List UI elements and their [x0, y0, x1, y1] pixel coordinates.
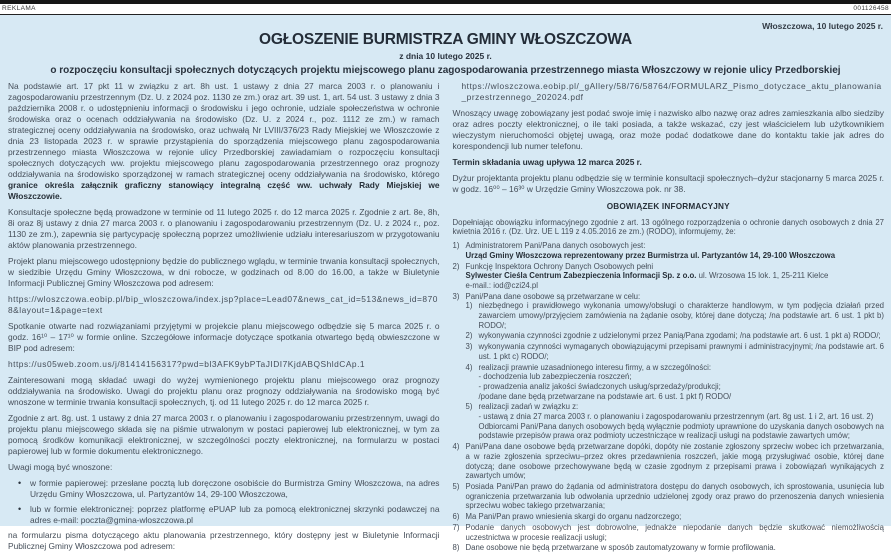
announcement-document	[0, 15, 891, 553]
administrator-name: Urząd Gminy Włoszczowa reprezentowany przez Burmistrza ul. Partyzantów 14, 29-100 Włoszczowa	[465, 250, 836, 260]
item-number: 2)	[452, 261, 460, 271]
rodo-item-1	[453, 241, 885, 260]
item-text: Posiada Pani/Pan prawo do żądania od administratora dostępu do danych osobowych, ich sprostowania, usunięcia lub ograniczenia przetwarzania lub odwołania uprzednio udzielonej zgody oraz prawo do przenoszenia danych wniesienia sprzeciwu wobec takiego przetwarzania;	[465, 481, 884, 511]
masthead-section-label: REKLAMA	[2, 5, 36, 12]
purpose-subitem-4	[466, 363, 885, 402]
rodo-item-5	[453, 482, 885, 511]
rodo-item-3	[453, 292, 885, 442]
bip-plan-url[interactable]: https://wloszczowa.eobip.pl/bip_wloszczowa/index.jsp?place=Lead07&news_cat_id=513&news_id=8708&layout=1&page=text	[8, 294, 438, 315]
form-pdf-url[interactable]: https://wloszczowa.eobip.pl/_gAllery/58/76/58764/FORMULARZ_Pismo_dotyczace_aktu_planowania_przestrzennego_202024.pdf	[461, 81, 882, 102]
left-column	[8, 81, 440, 557]
paragraph-legal-basis	[8, 81, 440, 202]
paragraph-remarks-form: Zgodnie z art. 8g. ust. 1 ustawy z dnia 27 marca 2003 r. o planowaniu i zagospodarowaniu przestrzennym, uwagi do projektu planu miejscowego składa się na piśmie utrwalonym w postaci papierowej lub elektronicznej, w tym za pomocą środków komunikacji elektronicznej, w szczególności poczty elektronicznej, na formularzu w postaci papierowej lub w formie dokumentu elektronicznego.	[8, 413, 440, 456]
rodo-item-6	[453, 512, 885, 522]
paragraph-consultation-period: Konsultacje społeczne będą prowadzone w terminie od 11 lutego 2025 r. do 12 marca 2025 r. Zgodnie z art. 8e, 8h, 8i oraz 8j ustawy z dnia 27 marca 2003 r. o planowaniu i zagospodarowaniu przestrzennym (Dz. U. z 2024 r., poz. 1130 ze zm.), zapewnia się partycypację społeczną poprzez umożliwienie udziału interesariuszom w przygotowaniu aktów planowania przestrzennego.	[8, 207, 440, 250]
paragraph-designer-duty: Dyżur projektanta projektu planu odbędzie się w terminie konsultacji społecznych–dyżur stacjonarny 5 marca 2025 r. w godz. 16⁰⁰ – 16³⁰ w Urzędzie Gminy Włoszczowa pok. nr 38.	[452, 173, 884, 194]
item-number: 3)	[452, 291, 460, 301]
purpose-sublist	[466, 301, 885, 441]
item-number: 6)	[452, 512, 460, 522]
purpose-subitem-5	[466, 402, 885, 441]
right-column	[453, 81, 885, 557]
rodo-heading: OBOWIĄZEK INFORMACYJNY	[606, 202, 730, 211]
email-label: e-mail.:	[465, 280, 494, 290]
subitem-text: realizacji zadań w związku z:	[478, 402, 579, 412]
subitem-text: realizacji prawnie uzasadnionego interesu firmy, a w szczególności:	[478, 362, 712, 372]
rodo-item-2	[453, 262, 885, 291]
dpo-email-address[interactable]: iod@czi24.pl	[493, 280, 538, 290]
subtitle: o rozpoczęciu konsultacji społecznych dotyczących projektu miejscowego planu zagospodarowania przestrzennego miasta Włoszczowy w rejonie ulicy Przedborskiej	[50, 65, 841, 76]
bullet-paper-form	[8, 478, 440, 500]
recipients-note: Odbiorcami Pani/Pana danych osobowych będą wyłącznie podmioty uprawnione do uzyskania danych osobowych na podstawie przepisów prawa oraz podmioty uczestniczące w realizacji usługi na podstawie zawartych umów;	[478, 421, 884, 441]
page-title: OGŁOSZENIE BURMISTRZA GMINY WŁOSZCZOWA	[259, 31, 632, 48]
dash-line: - ustawą z dnia 27 marca 2003 r. o planowaniu i zagospodarowaniu przestrzennym (art. 8g ust. 1 i 2, art. 16 ust. 2)	[478, 412, 874, 422]
item-text: Ma Pani/Pan prawo wniesienia skargi do organu nadzorczego;	[465, 512, 682, 522]
deadline-notice: Termin składania uwag upływa 12 marca 2025 r.	[452, 157, 642, 167]
subitem-number: 4)	[465, 362, 473, 372]
item-number: 7)	[452, 522, 460, 532]
item-number: 4)	[452, 442, 460, 452]
item-text: Podanie danych osobowych jest dobrowolne, jednakże niepodanie danych będzie skutkować niemożliwością uczestnictwa w procesie realizacji usługi;	[465, 522, 884, 542]
subitem-text: wykonywania czynności wymaganych obowiązującymi przepisami prawnymi i administracyjnymi; /na podstawie art. 6 ust. 1 pkt c) RODO/;	[478, 342, 884, 361]
paragraph-form-location: na formularzu pisma dotyczącego aktu planowania przestrzennego, który dostępny jest w Biuletynie Informacji Publicznej Gminy Włoszczowa pod adresem:	[8, 530, 440, 551]
item-number: 1)	[452, 241, 460, 251]
paragraph-remarks-info: Zainteresowani mogą składać uwagi do wyżej wymienionego projektu planu miejscowego oraz prognozy oddziaływania na środowisko. Uwagi do projektu planu oraz prognozy oddziaływania na środowisko mogą być wnoszone w terminie trwania konsultacji społecznych, tj. od 11 lutego 2025 r. do 12 marca 2025 r.	[8, 375, 440, 407]
bullet-electronic-form	[8, 504, 440, 526]
two-column-body	[0, 76, 891, 557]
dpo-line	[466, 271, 885, 281]
dpo-address: ul. Wrzosowa 15 lok. 1, 25-211 Kielce	[696, 271, 829, 281]
paragraph-submitter-obligations: Wnoszący uwagę zobowiązany jest podać swoje imię i nazwisko albo nazwę oraz adres zamieszkania albo siedziby oraz adres poczty elektronicznej, o ile taki posiada, a także wskazać, czy jest właścicielem lub użytkownikiem wieczystym nieruchomości objętej uwagą, oraz może podać dodatkowe dane do kontaktu takie jak adres do korespondencji lub numer telefonu.	[452, 108, 884, 151]
rodo-item-4	[453, 442, 885, 481]
dpo-name: Sylwester Cieśla Centrum Zabezpieczenia Informacji Sp. z o.o.	[465, 271, 697, 281]
title-date: z dnia 10 lutego 2025 r.	[399, 51, 492, 61]
item-text: Pani/Pana dane osobowe są przetwarzane w celu:	[465, 291, 641, 301]
gmina-email-address[interactable]: poczta@gmina-wloszczowa.pl	[80, 515, 194, 525]
subitem-number: 5)	[465, 402, 473, 412]
item-number: 5)	[452, 481, 460, 491]
subitem-number: 2)	[465, 331, 473, 341]
purpose-subitem-3	[466, 342, 885, 361]
paragraph-open-meeting: Spotkanie otwarte nad rozwiązaniami przyjętymi w projekcie planu miejscowego odbędzie się 5 marca 2025 r. o godz. 16¹⁰ – 17¹⁰ w formie online. Szczegółowe informacje dotyczące spotkania otwartego będą obwieszczone w BIP pod adresem:	[8, 321, 440, 353]
masthead-doc-number: 001126458	[853, 5, 889, 12]
subitem-number: 1)	[465, 301, 473, 311]
purpose-subitem-2	[466, 331, 885, 341]
masthead	[0, 4, 891, 15]
dpo-email-line	[466, 281, 885, 291]
zoom-meeting-url[interactable]: https://us05web.zoom.us/j/81414156317?pwd=bl3AFK9ybPTaJIDI7KjdABQShldCAp.1	[8, 359, 366, 369]
bullet-text: lub w formie elektronicznej: poprzez platformę ePUAP lub za pomocą elektronicznej skrzynki podawczej na adres e-mail:	[30, 504, 440, 525]
dash-line: - dochodzenia lub zabezpieczenia roszczeń;	[478, 372, 632, 382]
item-text: Pani/Pana dane osobowe będą przetwarzane dopóki, dopóty nie zostanie zgłoszony sprzeciw wobec ich przetwarzania, a w razie zgłoszenia sprzeciwu–przez okres przedawnienia roszczeń, jakie mogą przysługiwać osobie, której dane dotyczą; dane osobowe przechowywane będą w czasie zgodnym z przepisami prawa i zobowiązań wynikających z zawartych umów;	[465, 442, 884, 481]
paragraph-remarks-lead: Uwagi mogą być wnoszone:	[8, 462, 113, 472]
item-number: 8)	[452, 543, 460, 553]
purpose-subitem-1	[466, 301, 885, 330]
dash-line: - prowadzenia analiz jakości świadczonych usług/sprzedaży/produkcji;	[478, 381, 721, 391]
rodo-section	[453, 202, 885, 553]
dateline: Włoszczowa, 10 lutego 2025 r.	[762, 21, 883, 31]
subitem-number: 3)	[465, 342, 473, 352]
item-text: Administratorem Pani/Pana danych osobowych jest:	[465, 241, 646, 251]
bullet-text: w formie papierowej: przesłane pocztą lub doręczone osobiście do Burmistrza Gminy Włoszczowa, na adres Urzędu Gminy Włoszczowa, ul. Partyzantów 14, 29-100 Włoszczowa,	[30, 478, 440, 499]
paragraph-text: Na podstawie art. 17 pkt 11 w związku z art. 8h ust. 1 ustawy z dnia 27 marca 2003 r. o planowaniu i zagospodarowaniu przestrzennym (Dz. U. z 2024 poz. 1130 ze zm.) oraz art. 39 ust. 1, art. 54 ust. 3 ustawy z dnia 3 października 2008 r. o udostępnieniu informacji o środowisku i jego ochronie, udziale społeczeństwa w ochronie środowiska oraz o ocenach oddziaływania na środowisko (Dz. U. z 2024 r., poz. 1112 ze zm.) w ramach strategicznej oceny oddziaływania na środowisko, oraz uchwałą Nr LVIII/376/23 Rady Miejskiej we Włoszczowie z dnia 23 listopada 2023 r. w sprawie przystąpienia do sporządzenia miejscowego planu zagospodarowania przestrzennego miasta Włoszczowa w rejonie ulicy Przedborskiej zawiadamiam o rozpoczęciu konsultacji społecznych dotyczących ww. projektu miejscowego planu zagospodarowania przestrzennego oraz prognozy oddziaływania na środowisko sporządzonej w ramach strategicznej oceny oddziaływania na środowisko, którego	[8, 81, 440, 179]
subitem-text: niezbędnego i prawidłowego wykonania umowy/obsługi o charakterze handlowym, w tym podjęcia działań przed zawarciem umowy/przyjęciem zamówienia na żądanie osoby, której dane dotyczą; /na podstawie art. 6 ust. 1 pkt b) RODO/;	[478, 301, 884, 330]
paragraph-plan-availability: Projekt planu miejscowego udostępniony będzie do publicznego wglądu, w terminie trwania konsultacji społecznych, w siedzibie Urzędu Gminy Włoszczowa, w dni robocze, w godzinach od 8.00 do 16.00, a także w Biuletynie Informacji Publicznej Gminy Włoszczowa pod adresem:	[8, 256, 440, 288]
rodo-item-8	[453, 543, 885, 553]
item-text: Dane osobowe nie będą przetwarzane w sposób zautomatyzowany w formie profilowania.	[465, 543, 776, 553]
subitem-text: wykonywania czynności zgodnie z udzielonymi przez Panią/Pana zgodami; /na podstawie art. 6 ust. 1 pkt a) RODO/;	[478, 331, 881, 341]
item-text: Funkcję Inspektora Ochrony Danych Osobowych pełni	[465, 261, 654, 271]
bold-boundaries-note: granice określa załącznik graficzny stanowiący integralną część ww. uchwały Rady Miejskiej we Włoszczowie.	[8, 180, 440, 201]
dash-line: /podane dane będą przetwarzane na podstawie art. 6 ust. 1 pkt f) RODO/	[478, 391, 732, 401]
rodo-intro: Dopełniając obowiązku informacyjnego zgodnie z art. 13 ogólnego rozporządzenia o ochronie danych osobowych z dnia 27 kwietnia 2016 r. (Dz. Urz. UE L 119 z 4.05.2016 ze zm.) (RODO), informujemy, że:	[452, 217, 884, 237]
